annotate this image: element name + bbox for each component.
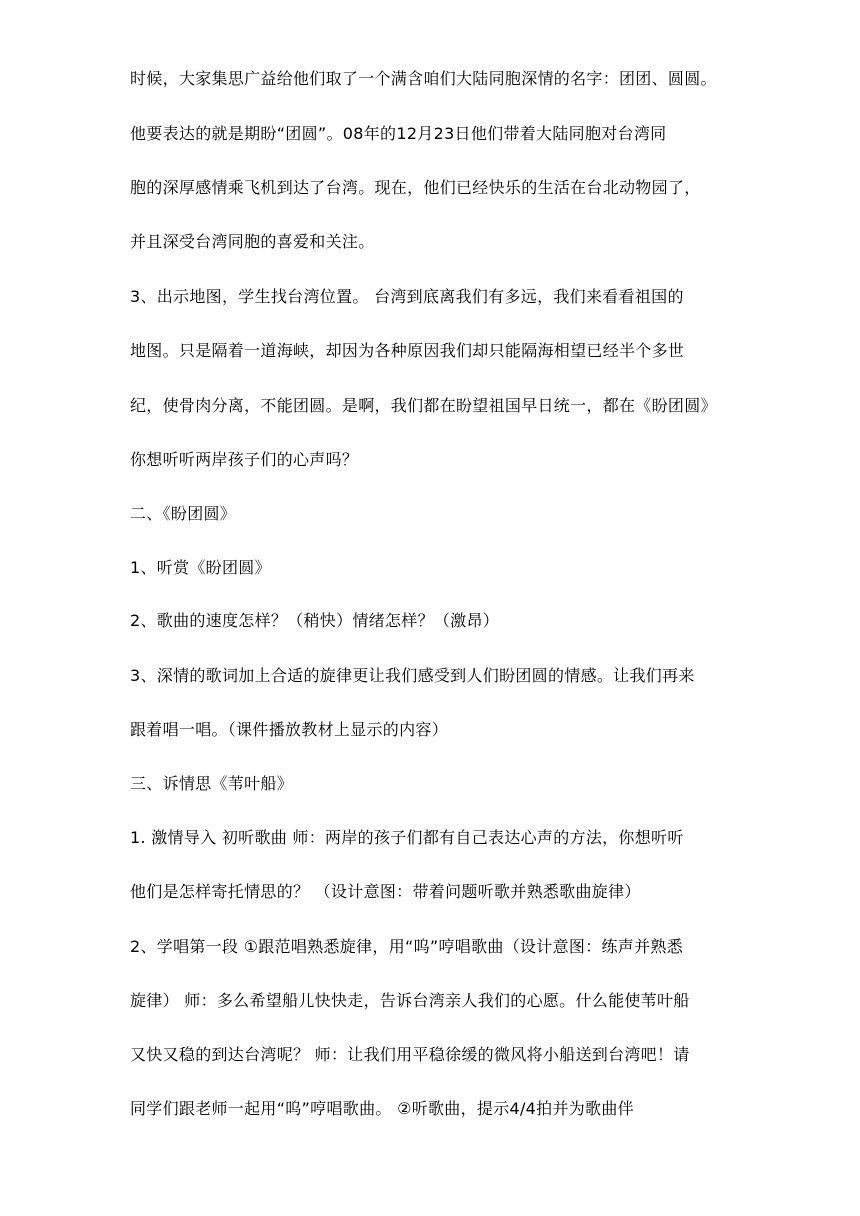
text-line-18: 旋律） 师：多么希望船儿快快走，告诉台湾亲人我们的心愿。什么能使苇叶船 <box>130 991 690 1010</box>
text-line-10: 1、听赏《盼团圆》 <box>130 558 271 577</box>
text-line-13: 跟着唱一唱。（课件播放教材上显示的内容） <box>130 720 449 739</box>
text-line-3: 胞的深厚感情乘飞机到达了台湾。现在，他们已经快乐的生活在台北动物园了， <box>130 178 701 197</box>
section-heading-2: 二、《盼团圆》 <box>130 504 237 523</box>
text-line-20: 同学们跟老师一起用“呜”哼唱歌曲。 ②听歌曲，提示4/4拍并为歌曲伴 <box>130 1099 634 1118</box>
text-line-4: 并且深受台湾同胞的喜爱和关注。 <box>130 232 375 251</box>
text-line-11: 2、歌曲的速度怎样？（稍快）情绪怎样？（激昂） <box>130 611 500 630</box>
text-line-15: 1. 激情导入 初听歌曲 师：两岸的孩子们都有自己表达心声的方法，你想听听 <box>130 828 684 847</box>
text-line-12: 3、深情的歌词加上合适的旋律更让我们感受到人们盼团圆的情感。让我们再来 <box>130 666 695 685</box>
text-line-19: 又快又稳的到达台湾呢？ 师：让我们用平稳徐缓的微风将小船送到台湾吧！请 <box>130 1045 690 1064</box>
text-line-5: 3、出示地图，学生找台湾位置。 台湾到底离我们有多远，我们来看看祖国的 <box>130 287 684 306</box>
text-line-16: 他们是怎样寄托情思的？ （设计意图：带着问题听歌并熟悉歌曲旋律） <box>130 882 641 901</box>
text-line-6: 地图。只是隔着一道海峡，却因为各种原因我们却只能隔海相望已经半个多世 <box>130 341 685 360</box>
section-heading-3: 三、诉情思《苇叶船》 <box>130 774 294 793</box>
text-line-17: 2、学唱第一段 ①跟范唱熟悉旋律，用“呜”哼唱歌曲（设计意图：练声并熟悉 <box>130 937 683 956</box>
text-line-2: 他要表达的就是期盼“团圆”。08年的12月23日他们带着大陆同胞对台湾同 <box>130 124 667 143</box>
text-line-1: 时候，大家集思广益给他们取了一个满含咱们大陆同胞深情的名字：团团、圆圆。 <box>130 69 717 88</box>
text-line-8: 你想听听两岸孩子们的心声吗？ <box>130 450 359 469</box>
text-line-7: 纪，使骨肉分离，不能团圆。是啊，我们都在盼望祖国早日统一，都在《盼团圆》 <box>130 396 717 415</box>
